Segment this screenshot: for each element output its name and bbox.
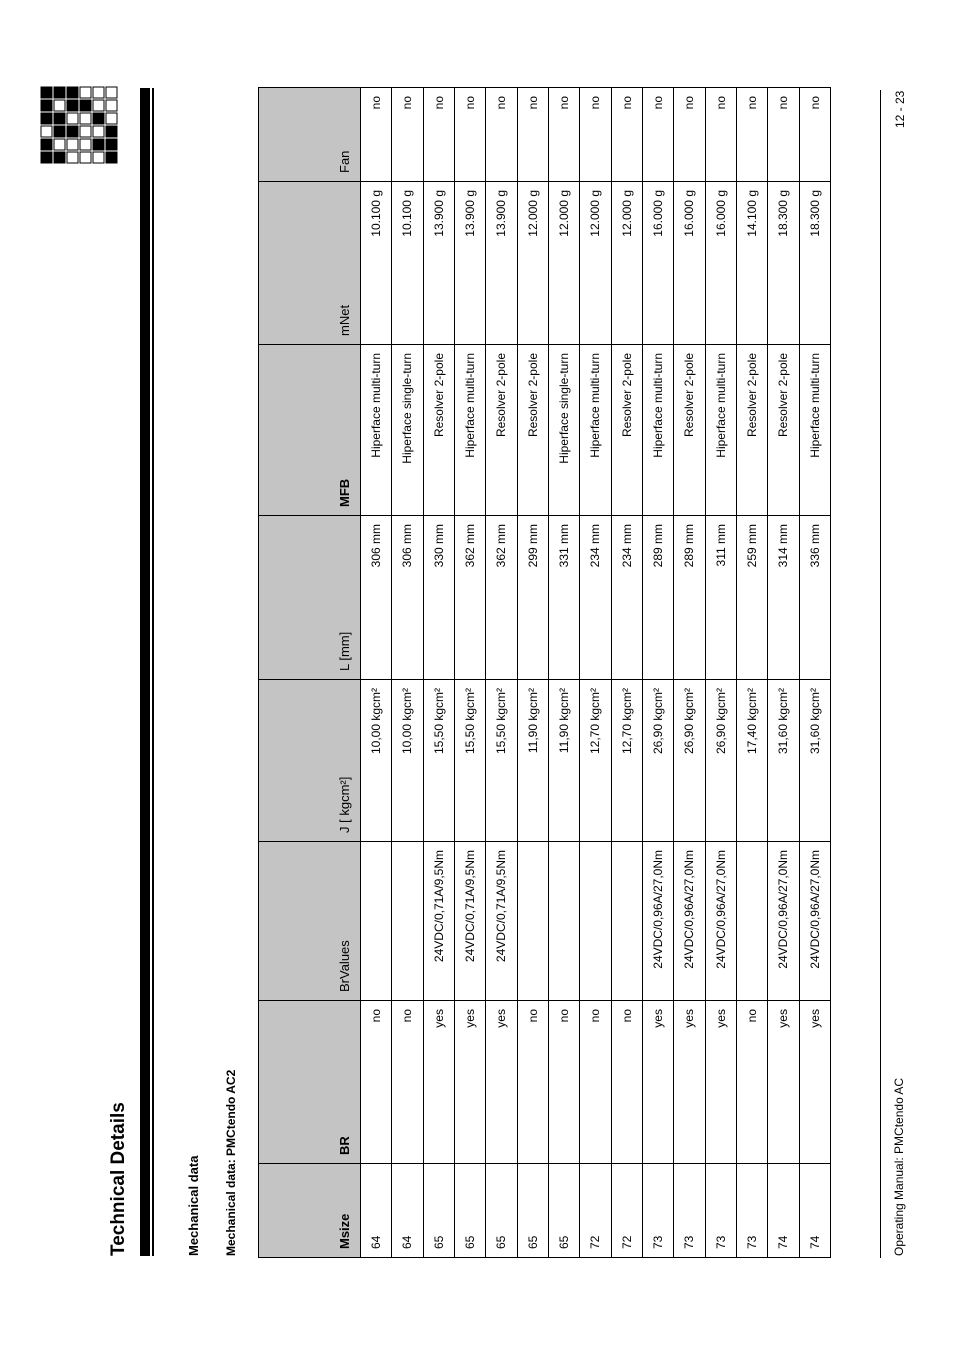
cell-mfb: Hiperface multi-turn xyxy=(642,345,673,516)
cell-brvalues: 24VDC/0,71A/9,5Nm xyxy=(486,842,517,1001)
header-brvalues: BrValues xyxy=(259,842,361,1001)
cell-mnet: 12.000 g xyxy=(580,182,611,345)
cell-l: 362 mm xyxy=(454,516,485,680)
logo-cell xyxy=(93,113,104,124)
header-j: J [ kgcm²] xyxy=(259,680,361,842)
cell-brvalues: 24VDC/0,71A/9,5Nm xyxy=(454,842,485,1001)
company-logo-icon xyxy=(40,86,120,164)
cell-msize: 72 xyxy=(611,1164,642,1258)
header-bar xyxy=(140,88,150,1256)
cell-br: yes xyxy=(423,1001,454,1164)
cell-fan: no xyxy=(736,88,767,182)
cell-j: 26,90 kgcm² xyxy=(674,680,705,842)
cell-brvalues: 24VDC/0,96A/27,0Nm xyxy=(705,842,736,1001)
logo-cell xyxy=(41,113,52,124)
cell-br: yes xyxy=(674,1001,705,1164)
cell-fan: no xyxy=(517,88,548,182)
cell-j: 31,60 kgcm² xyxy=(768,680,799,842)
cell-l: 289 mm xyxy=(674,516,705,680)
cell-msize: 65 xyxy=(517,1164,548,1258)
logo-cell xyxy=(80,87,91,98)
cell-br: no xyxy=(361,1001,392,1164)
cell-fan: no xyxy=(642,88,673,182)
cell-mfb: Resolver 2-pole xyxy=(611,345,642,516)
cell-l: 289 mm xyxy=(642,516,673,680)
cell-mnet: 14.100 g xyxy=(736,182,767,345)
table-row xyxy=(799,88,830,1258)
logo-cell xyxy=(106,139,117,150)
table-header-row xyxy=(259,88,361,1258)
logo-cell xyxy=(67,87,78,98)
cell-fan: no xyxy=(548,88,579,182)
cell-br: no xyxy=(580,1001,611,1164)
cell-mfb: Resolver 2-pole xyxy=(736,345,767,516)
cell-l: 259 mm xyxy=(736,516,767,680)
logo-cell xyxy=(93,152,104,163)
cell-brvalues: 24VDC/0,96A/27,0Nm xyxy=(799,842,830,1001)
cell-msize: 65 xyxy=(454,1164,485,1258)
cell-mnet: 10.100 g xyxy=(392,182,423,345)
cell-mnet: 13.900 g xyxy=(454,182,485,345)
logo-cell xyxy=(54,87,65,98)
cell-l: 314 mm xyxy=(768,516,799,680)
cell-mnet: 18.300 g xyxy=(768,182,799,345)
cell-j: 12,70 kgcm² xyxy=(611,680,642,842)
logo-cell xyxy=(106,100,117,111)
cell-br: no xyxy=(392,1001,423,1164)
cell-mfb: Resolver 2-pole xyxy=(674,345,705,516)
mechanical-data-table xyxy=(258,88,831,1258)
cell-brvalues xyxy=(517,842,548,1001)
cell-br: yes xyxy=(705,1001,736,1164)
cell-brvalues: 24VDC/0,96A/27,0Nm xyxy=(768,842,799,1001)
cell-j: 10,00 kgcm² xyxy=(361,680,392,842)
cell-mfb: Hiperface multi-turn xyxy=(799,345,830,516)
cell-msize: 64 xyxy=(361,1164,392,1258)
cell-mnet: 16.000 g xyxy=(642,182,673,345)
logo-cell xyxy=(67,126,78,137)
logo-cell xyxy=(106,126,117,137)
cell-fan: no xyxy=(611,88,642,182)
cell-fan: no xyxy=(705,88,736,182)
cell-j: 15,50 kgcm² xyxy=(486,680,517,842)
cell-j: 31,60 kgcm² xyxy=(799,680,830,842)
cell-l: 311 mm xyxy=(705,516,736,680)
cell-l: 331 mm xyxy=(548,516,579,680)
table-caption: Mechanical data: PMCtendo AC2 xyxy=(224,1069,238,1256)
cell-j: 11,90 kgcm² xyxy=(548,680,579,842)
table-row xyxy=(705,88,736,1258)
cell-msize: 65 xyxy=(548,1164,579,1258)
cell-mfb: Resolver 2-pole xyxy=(423,345,454,516)
cell-fan: no xyxy=(674,88,705,182)
cell-mfb: Resolver 2-pole xyxy=(486,345,517,516)
cell-mnet: 13.900 g xyxy=(486,182,517,345)
logo-cell xyxy=(67,152,78,163)
table-row xyxy=(768,88,799,1258)
table-row xyxy=(517,88,548,1258)
cell-mfb: Resolver 2-pole xyxy=(517,345,548,516)
logo-cell xyxy=(80,100,91,111)
logo-cell xyxy=(54,113,65,124)
table-row xyxy=(611,88,642,1258)
cell-br: no xyxy=(548,1001,579,1164)
cell-l: 299 mm xyxy=(517,516,548,680)
cell-j: 11,90 kgcm² xyxy=(517,680,548,842)
cell-j: 17,40 kgcm² xyxy=(736,680,767,842)
table-row xyxy=(361,88,392,1258)
cell-mnet: 10.100 g xyxy=(361,182,392,345)
logo-cell xyxy=(106,113,117,124)
table-row xyxy=(674,88,705,1258)
cell-brvalues xyxy=(392,842,423,1001)
cell-l: 234 mm xyxy=(580,516,611,680)
table-row xyxy=(486,88,517,1258)
cell-j: 10,00 kgcm² xyxy=(392,680,423,842)
cell-j: 26,90 kgcm² xyxy=(705,680,736,842)
table-row xyxy=(392,88,423,1258)
table-row xyxy=(423,88,454,1258)
footer-manual-title: Operating Manual: PMCtendo AC xyxy=(892,1077,906,1256)
table-row xyxy=(548,88,579,1258)
cell-fan: no xyxy=(580,88,611,182)
cell-br: no xyxy=(517,1001,548,1164)
table-row xyxy=(454,88,485,1258)
cell-msize: 73 xyxy=(674,1164,705,1258)
cell-msize: 74 xyxy=(799,1164,830,1258)
cell-msize: 73 xyxy=(642,1164,673,1258)
cell-fan: no xyxy=(768,88,799,182)
logo-cell xyxy=(54,100,65,111)
page-title: Technical Details xyxy=(108,1102,129,1256)
logo-cell xyxy=(41,87,52,98)
cell-br: yes xyxy=(768,1001,799,1164)
cell-mnet: 12.000 g xyxy=(548,182,579,345)
header-br: BR xyxy=(259,1001,361,1164)
cell-l: 330 mm xyxy=(423,516,454,680)
cell-fan: no xyxy=(454,88,485,182)
table-row xyxy=(642,88,673,1258)
cell-br: yes xyxy=(799,1001,830,1164)
cell-br: no xyxy=(736,1001,767,1164)
cell-mnet: 16.000 g xyxy=(674,182,705,345)
header-mfb: MFB xyxy=(259,345,361,516)
logo-cell xyxy=(54,152,65,163)
cell-mfb: Hiperface single-turn xyxy=(392,345,423,516)
logo-cell xyxy=(80,113,91,124)
cell-mnet: 13.900 g xyxy=(423,182,454,345)
header-bar-thin xyxy=(152,88,154,1256)
footer-divider xyxy=(880,90,881,1258)
logo-cell xyxy=(93,139,104,150)
cell-brvalues: 24VDC/0,71A/9,5Nm xyxy=(423,842,454,1001)
cell-j: 15,50 kgcm² xyxy=(454,680,485,842)
cell-brvalues xyxy=(548,842,579,1001)
cell-l: 234 mm xyxy=(611,516,642,680)
cell-mfb: Hiperface multi-turn xyxy=(454,345,485,516)
cell-fan: no xyxy=(799,88,830,182)
cell-mnet: 18.300 g xyxy=(799,182,830,345)
logo-cell xyxy=(54,139,65,150)
cell-fan: no xyxy=(392,88,423,182)
cell-fan: no xyxy=(361,88,392,182)
cell-mnet: 12.000 g xyxy=(611,182,642,345)
logo-cell xyxy=(93,126,104,137)
logo-cell xyxy=(106,87,117,98)
cell-j: 15,50 kgcm² xyxy=(423,680,454,842)
cell-j: 12,70 kgcm² xyxy=(580,680,611,842)
header-fan: Fan xyxy=(259,88,361,182)
cell-brvalues xyxy=(361,842,392,1001)
cell-msize: 72 xyxy=(580,1164,611,1258)
cell-j: 26,90 kgcm² xyxy=(642,680,673,842)
cell-br: yes xyxy=(642,1001,673,1164)
cell-l: 306 mm xyxy=(392,516,423,680)
cell-br: yes xyxy=(486,1001,517,1164)
logo-cell xyxy=(54,126,65,137)
cell-brvalues xyxy=(736,842,767,1001)
cell-brvalues: 24VDC/0,96A/27,0Nm xyxy=(642,842,673,1001)
cell-mfb: Hiperface single-turn xyxy=(548,345,579,516)
logo-cell xyxy=(106,152,117,163)
cell-fan: no xyxy=(423,88,454,182)
cell-brvalues: 24VDC/0,96A/27,0Nm xyxy=(674,842,705,1001)
cell-msize: 65 xyxy=(486,1164,517,1258)
cell-brvalues xyxy=(580,842,611,1001)
cell-br: no xyxy=(611,1001,642,1164)
cell-fan: no xyxy=(486,88,517,182)
cell-msize: 64 xyxy=(392,1164,423,1258)
logo-cell xyxy=(41,126,52,137)
cell-msize: 73 xyxy=(736,1164,767,1258)
logo-cell xyxy=(41,139,52,150)
cell-msize: 65 xyxy=(423,1164,454,1258)
section-heading: Mechanical data xyxy=(186,1155,201,1256)
table-row xyxy=(580,88,611,1258)
cell-brvalues xyxy=(611,842,642,1001)
table-row xyxy=(736,88,767,1258)
logo-cell xyxy=(80,126,91,137)
logo-cell xyxy=(80,139,91,150)
logo-cell xyxy=(41,100,52,111)
cell-l: 336 mm xyxy=(799,516,830,680)
header-l: L [mm] xyxy=(259,516,361,680)
cell-mfb: Hiperface multi-turn xyxy=(705,345,736,516)
logo-cell xyxy=(93,87,104,98)
header-mnet: mNet xyxy=(259,182,361,345)
cell-mfb: Resolver 2-pole xyxy=(768,345,799,516)
cell-msize: 73 xyxy=(705,1164,736,1258)
cell-msize: 74 xyxy=(768,1164,799,1258)
logo-cell xyxy=(67,113,78,124)
header-msize: Msize xyxy=(259,1164,361,1258)
cell-l: 362 mm xyxy=(486,516,517,680)
logo-cell xyxy=(93,100,104,111)
cell-mnet: 16.000 g xyxy=(705,182,736,345)
logo-cell xyxy=(80,152,91,163)
cell-br: yes xyxy=(454,1001,485,1164)
cell-l: 306 mm xyxy=(361,516,392,680)
logo-cell xyxy=(41,152,52,163)
logo-cell xyxy=(67,139,78,150)
cell-mfb: Hiperface multi-turn xyxy=(580,345,611,516)
page-number: 12 - 23 xyxy=(893,90,907,128)
logo-cell xyxy=(67,100,78,111)
cell-mnet: 12.000 g xyxy=(517,182,548,345)
cell-mfb: Hiperface multi-turn xyxy=(361,345,392,516)
